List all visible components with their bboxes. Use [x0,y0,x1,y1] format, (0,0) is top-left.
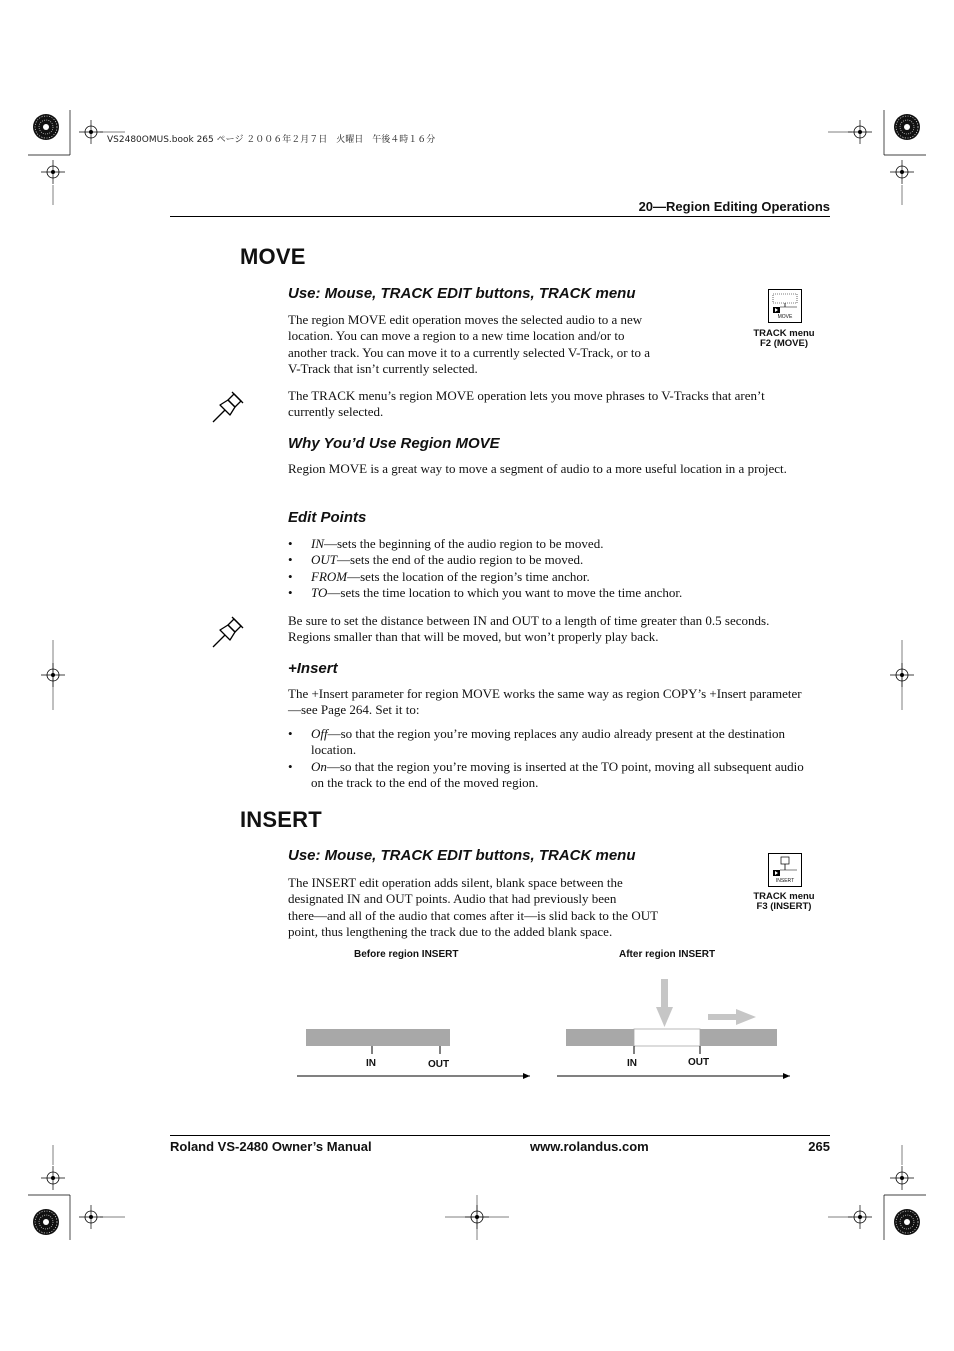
diagram-after-title: After region INSERT [619,949,716,960]
after-region-bar-right [700,1029,777,1046]
why-heading: Why You’d Use Region MOVE [288,435,500,452]
after-region-bar-left [566,1029,634,1046]
list-item [288,552,808,568]
after-in-label: IN [627,1058,637,1069]
insert-heading: INSERT [240,807,322,832]
page-number: 265 [808,1139,830,1154]
move-icon-label: MOVE [777,314,793,320]
edit-points-heading: Edit Points [288,509,367,526]
after-out-label: OUT [688,1057,710,1068]
edit-point-desc: —sets the time location to which you want to move the time anchor. [327,584,683,600]
option-term: On [311,758,327,774]
edit-point-term: TO [311,584,328,600]
insert-intro-line: point, thus lengthening the track due to the added blank space. [288,923,613,939]
why-text: Region MOVE is a great way to move a segment of audio to a more useful location in a project. [288,461,787,476]
move-heading: MOVE [240,244,306,269]
move-menu-icon [768,289,802,323]
before-in-label: IN [366,1058,376,1069]
insert-intro-line: designated IN and OUT points. Audio that had previously been [288,891,617,907]
edit-point-desc: —sets the beginning of the audio region to be moved. [324,536,604,551]
move-intro [288,312,650,377]
move-menu-caption-line1: TRACK menu [753,328,815,339]
section-title: 20—Region Editing Operations [638,199,830,214]
edit-point-term: OUT [311,552,338,568]
print-info: VS2480OMUS.book 265 ページ ２００６年２月７日 火曜日 午後４時１６分 [107,135,436,145]
before-out-label: OUT [428,1059,450,1070]
edit-point-term: IN [311,536,324,551]
move-intro-line: location. You can move a region to a new time location and/or to [288,328,625,344]
pushpin-icon [210,387,248,425]
insert-intro-line: there—and all of the audio that comes after it—is slid back to the OUT [288,907,659,923]
insert-down-arrow [656,979,673,1027]
before-region-bar [306,1029,450,1046]
insert-menu-caption [739,892,829,912]
move-menu-caption [739,329,829,349]
move-menu-caption-line2: F2 (MOVE) [759,338,809,349]
move-use-heading: Use: Mouse, TRACK EDIT buttons, TRACK menu [288,285,636,302]
edit-points-list [288,536,808,601]
option-desc: —so that the region you’re moving is inserted at the TO point, moving all subsequent audio on the track to the end of the moved region. [311,758,804,790]
option-desc: —so that the region you’re moving replaces any audio already present at the destination location. [311,726,786,758]
footer-rule [170,1135,830,1136]
shift-right-arrow [708,1009,756,1025]
insert-intro [288,875,658,940]
insert-menu-icon [768,853,802,887]
list-item [288,585,808,601]
pushpin-icon [210,612,248,650]
diagram-before-title: Before region INSERT [354,949,459,960]
insert-intro-line: The INSERT edit operation adds silent, blank space between the [288,875,623,890]
footer-manual-title: Roland VS-2480 Owner’s Manual [170,1139,372,1154]
move-intro-line: another track. You can move it to a currently selected V-Track, or to a [288,344,650,360]
insert-options-list [288,726,808,791]
edit-point-term: FROM [311,568,348,584]
list-item [288,536,808,552]
edit-point-desc: —sets the end of the audio region to be moved. [337,552,584,568]
insert-menu-caption-line1: TRACK menu [753,891,815,902]
after-blank-space [634,1029,700,1046]
list-item [288,726,808,759]
edit-point-desc: —sets the location of the region’s time anchor. [347,568,590,584]
move-intro-line: V-Track that isn’t currently selected. [288,360,478,376]
footer-url: www.rolandus.com [530,1139,649,1154]
insert-param-text: The +Insert parameter for region MOVE works the same way as region COPY’s +Insert parameter—see Page 264. Set it to: [288,686,802,718]
insert-icon-label: INSERT [775,878,795,884]
insert-use-heading: Use: Mouse, TRACK EDIT buttons, TRACK menu [288,847,636,864]
move-note-1: The TRACK menu’s region MOVE operation lets you move phrases to V-Tracks that aren’t currently selected. [288,388,765,420]
header-rule [170,216,830,217]
move-note-2: Be sure to set the distance between IN and OUT to a length of time greater than 0.5 seconds. Regions smaller than that will be moved, but won’t properly play back. [288,613,770,645]
insert-menu-caption-line2: F3 (INSERT) [756,901,812,912]
list-item [288,569,808,585]
option-term: Off [311,726,328,741]
move-intro-line: The region MOVE edit operation moves the selected audio to a new [288,312,643,327]
list-item [288,759,808,792]
insert-param-heading: +Insert [288,660,338,677]
